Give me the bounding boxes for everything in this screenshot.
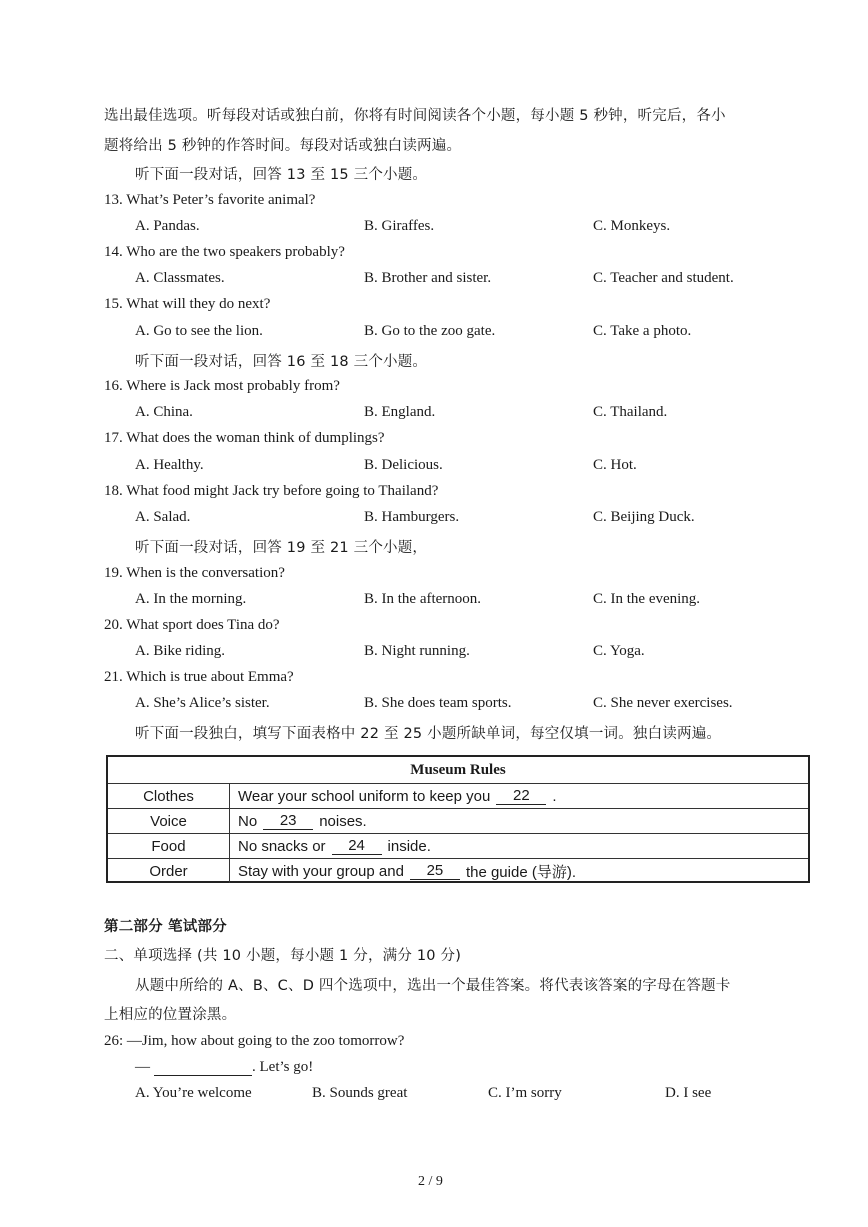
question-16-option-b: B. England. (364, 404, 436, 420)
question-13-stem: 13. What’s Peter’s favorite animal? (104, 192, 316, 208)
table-row (108, 784, 808, 809)
question-26-option-d: D. I see (665, 1085, 712, 1101)
question-26-option-b: B. Sounds great (312, 1085, 408, 1101)
question-19-option-b: B. In the afternoon. (364, 591, 482, 607)
section-2-instructions-line-2: 上相应的位置涂黑。 (104, 1007, 237, 1023)
question-15-option-a: A. Go to see the lion. (135, 323, 263, 339)
row-text-after-blank: noises. (319, 812, 367, 830)
table-row-label: Order (108, 859, 230, 883)
question-20-option-a: A. Bike riding. (135, 643, 225, 659)
section-heading-22-25: 听下面一段独白，填写下面表格中 22 至 25 小题所缺单词，每空仅填一词。独白读两遍。 (135, 726, 722, 742)
question-26-stem: 26: —Jim, how about going to the zoo tomorrow? (104, 1033, 405, 1049)
question-26-option-c: C. I’m sorry (488, 1085, 562, 1101)
intro-line-1: 选出最佳选项。听每段对话或独白前，你将有时间阅读各个小题，每小题 5 秒钟，听完后，各小 (104, 108, 726, 124)
table-title-row (108, 757, 808, 784)
question-20-stem: 20. What sport does Tina do? (104, 617, 280, 633)
section-2-instructions-line-1: 从题中所给的 A、B、C、D 四个选项中，选出一个最佳答案。将代表该答案的字母在答题卡 (135, 978, 731, 994)
question-15-option-c: C. Take a photo. (593, 323, 692, 339)
table-row-label: Clothes (108, 784, 230, 808)
row-text-after-blank: inside. (387, 837, 431, 855)
row-text-after-blank: . (552, 787, 557, 805)
reply-dash: — (135, 1059, 150, 1075)
answer-blank-26 (154, 1060, 252, 1076)
question-18-option-a: A. Salad. (135, 509, 191, 525)
question-20-option-c: C. Yoga. (593, 643, 645, 659)
question-16-stem: 16. Where is Jack most probably from? (104, 378, 340, 394)
question-21-stem: 21. Which is true about Emma? (104, 669, 294, 685)
page-number: 2 / 9 (418, 1174, 443, 1189)
table-row-content (238, 834, 808, 858)
table-row-label: Food (108, 834, 230, 858)
question-13-option-a: A. Pandas. (135, 218, 200, 234)
question-19-stem: 19. When is the conversation? (104, 565, 285, 581)
question-21-option-b: B. She does team sports. (364, 695, 512, 711)
question-17-option-a: A. Healthy. (135, 457, 204, 473)
question-19-option-c: C. In the evening. (593, 591, 701, 607)
table-row-content (238, 784, 808, 808)
table-title: Museum Rules (410, 761, 506, 778)
reply-suffix: . Let’s go! (252, 1059, 314, 1075)
part-2-heading: 第二部分 笔试部分 (104, 919, 227, 935)
row-text-after-blank: the guide (导游). (465, 863, 576, 881)
question-15-stem: 15. What will they do next? (104, 296, 271, 312)
question-17-option-b: B. Delicious. (364, 457, 443, 473)
question-16-option-a: A. China. (135, 404, 193, 420)
section-heading-16-18: 听下面一段对话，回答 16 至 18 三个小题。 (135, 354, 428, 370)
answer-blank-23: 23 (263, 813, 313, 830)
table-row-content (238, 809, 808, 833)
question-21-option-a: A. She’s Alice’s sister. (135, 695, 270, 711)
section-heading-19-21: 听下面一段对话，回答 19 至 21 三个小题， (135, 540, 428, 556)
question-17-stem: 17. What does the woman think of dumplings? (104, 430, 385, 446)
question-14-option-a: A. Classmates. (135, 270, 225, 286)
question-13-option-b: B. Giraffes. (364, 218, 435, 234)
question-14-stem: 14. Who are the two speakers probably? (104, 244, 345, 260)
question-21-option-c: C. She never exercises. (593, 695, 733, 711)
table-row (108, 859, 808, 883)
intro-line-2: 题将给出 5 秒钟的作答时间。每段对话或独白读两遍。 (104, 138, 462, 154)
question-14-option-c: C. Teacher and student. (593, 270, 734, 286)
question-26-option-a: A. You’re welcome (135, 1085, 252, 1101)
question-19-option-a: A. In the morning. (135, 591, 247, 607)
answer-blank-22: 22 (496, 788, 546, 805)
question-13-option-c: C. Monkeys. (593, 218, 671, 234)
answer-blank-25: 25 (410, 863, 460, 880)
question-20-option-b: B. Night running. (364, 643, 470, 659)
question-14-option-b: B. Brother and sister. (364, 270, 492, 286)
museum-rules-table (106, 755, 810, 883)
table-row-content (238, 859, 808, 883)
question-18-option-c: C. Beijing Duck. (593, 509, 695, 525)
row-text-before-blank: No (238, 812, 258, 830)
question-16-option-c: C. Thailand. (593, 404, 668, 420)
table-row (108, 834, 808, 859)
row-text-before-blank: Wear your school uniform to keep you (238, 787, 491, 805)
question-26-reply (135, 1059, 313, 1076)
answer-blank-24: 24 (332, 838, 382, 855)
question-18-stem: 18. What food might Jack try before going to Thailand? (104, 483, 439, 499)
question-15-option-b: B. Go to the zoo gate. (364, 323, 496, 339)
section-heading-13-15: 听下面一段对话，回答 13 至 15 三个小题。 (135, 167, 428, 183)
row-text-before-blank: No snacks or (238, 837, 326, 855)
question-17-option-c: C. Hot. (593, 457, 637, 473)
table-row (108, 809, 808, 834)
section-2-heading: 二、单项选择 (共 10 小题，每小题 1 分，满分 10 分) (104, 948, 462, 964)
row-text-before-blank: Stay with your group and (238, 862, 404, 880)
question-18-option-b: B. Hamburgers. (364, 509, 460, 525)
table-row-label: Voice (108, 809, 230, 833)
